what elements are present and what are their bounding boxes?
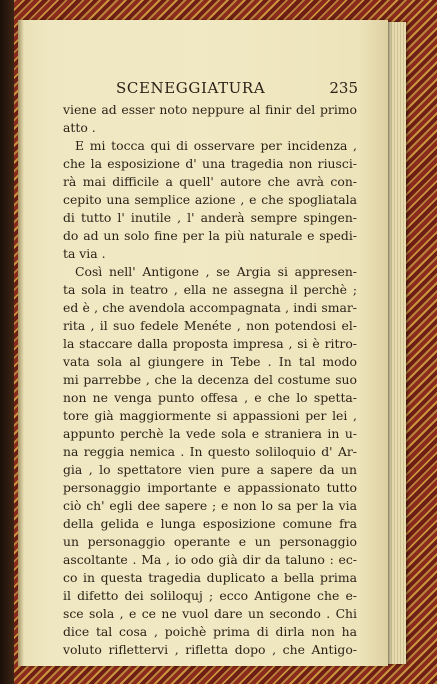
text-line: ta sola in teatro , ella ne assegna il perchè ; <box>63 282 357 297</box>
text-line: un personaggio operante e un personaggio <box>63 534 357 549</box>
text-line: gia , lo spettatore vien pure a sapere da un <box>63 462 357 477</box>
text-line: viene ad esser noto neppure al finir del primo <box>63 102 357 117</box>
book-spine-shadow <box>0 0 14 684</box>
text-line: ta via . <box>63 246 106 261</box>
text-line: cepito una semplice azione , e che spogliatala <box>63 192 357 207</box>
text-line: rà mai difficile a quell' autore che avrà con- <box>63 174 357 189</box>
text-line: atto . <box>63 120 96 135</box>
text-line: dice tal cosa , poichè prima di dirla non ha <box>63 624 357 639</box>
text-line: vata sola al giungere in Tebe . In tal modo <box>63 354 357 369</box>
text-line: mi parrebbe , che la decenza del costume suo <box>63 372 357 387</box>
body-text <box>63 101 357 659</box>
text-line: non ne venga punto offesa , e che lo spetta- <box>63 390 357 405</box>
text-line: ed è , che avendola accompagnata , indi smar- <box>63 300 357 315</box>
running-title: SCENEGGIATURA <box>116 79 266 97</box>
text-line: che la esposizione d' una tragedia non riusci- <box>63 156 357 171</box>
text-line: ciò ch' egli dee sapere ; e non lo sa per la via <box>63 498 357 513</box>
text-line: do ad un solo fine per la più naturale e spedi- <box>63 228 357 243</box>
text-line: rita , il suo fedele Menéte , non potendosi el- <box>63 318 357 333</box>
text-line: sce sola , e ce ne vuol dare un secondo . Chi <box>63 606 357 621</box>
page-header <box>58 79 358 101</box>
text-line: tore già maggiormente si appassioni per lei , <box>63 408 357 423</box>
text-line: co in questa tragedia duplicato a bella prima <box>63 570 357 585</box>
text-line: il difetto dei soliloquj ; ecco Antigone che e- <box>63 588 357 603</box>
page-number: 235 <box>329 79 358 97</box>
text-line: personaggio importante e appassionato tutto <box>63 480 357 495</box>
page-edges <box>386 22 406 664</box>
text-line: Così nell' Antigone , se Argia si appresen- <box>75 264 357 279</box>
text-line: della gelida e lunga esposizione comune fra <box>63 516 357 531</box>
text-line: la staccare dalla proposta impresa , si è ritro- <box>63 336 357 351</box>
text-line: appunto perchè la vede sola e straniera in u- <box>63 426 357 441</box>
text-line: na reggia nemica . In questo soliloquio d' Ar- <box>63 444 357 459</box>
text-line: ascoltante . Ma , io odo già dir da taluno : ec- <box>63 552 357 567</box>
binding-gutter <box>18 20 24 666</box>
text-line: voluto riflettervi , rifletta dopo , che Antigo- <box>63 642 357 657</box>
text-line: E mi tocca qui di osservare per incidenza , <box>75 138 357 153</box>
text-line: di tutto l' inutile , l' anderà sempre spingen- <box>63 210 357 225</box>
